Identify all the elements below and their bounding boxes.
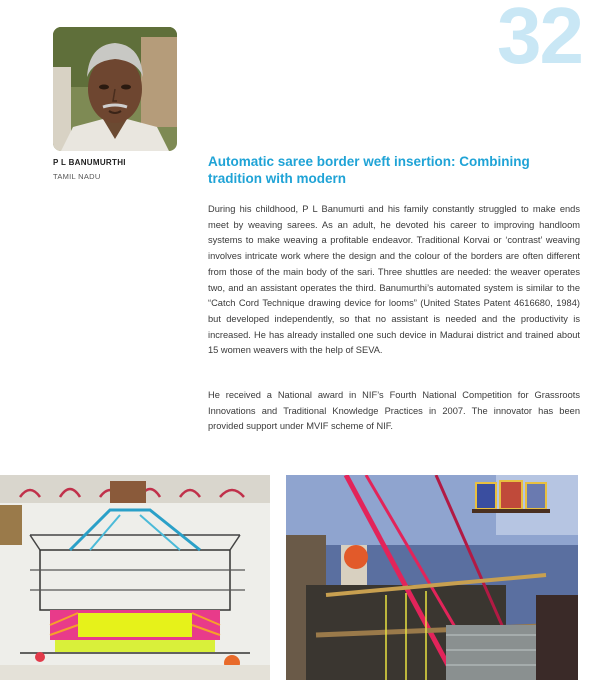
innovator-name: P L BANUMURTHI bbox=[53, 158, 126, 167]
article-paragraph-1: During his childhood, P L Banumurti and his family constantly struggled to make ends meet by weaving sarees. As an adult, he devoted his career to improving handloom systems to make weaving a profitable endeavor. Traditional Korvai or ‘contrast’ weaving involves intricate work where the design and the colour of the borders are often different from those of the main body of the sari. Three shuttles are needed: the weaver operates two, and an assistant operates the third. Banumurthi’s automated system is similar to the “Catch Cord Technique drawing device for looms” (United States Patent 4616680, 1984) but developed independently, so that no assistant is needed and the productivity is increased. He has already installed one such device in Madurai district and trained about 15 women weavers with the help of SEVA. bbox=[208, 204, 580, 356]
page-number: 32 bbox=[497, 0, 582, 80]
article-paragraph-2: He received a National award in NIF’s Fourth National Competition for Grassroots Innovations and Traditional Knowledge Practices in 2007. The innovator has been provided support under MVIF scheme of NIF. bbox=[208, 390, 580, 432]
article-title: Automatic saree border weft insertion: Combining tradition with modern bbox=[208, 154, 530, 186]
innovator-portrait bbox=[53, 27, 177, 151]
loom-drawing-photo bbox=[0, 475, 270, 680]
innovator-state: TAMIL NADU bbox=[53, 172, 101, 181]
loom-device-photo bbox=[286, 475, 578, 680]
